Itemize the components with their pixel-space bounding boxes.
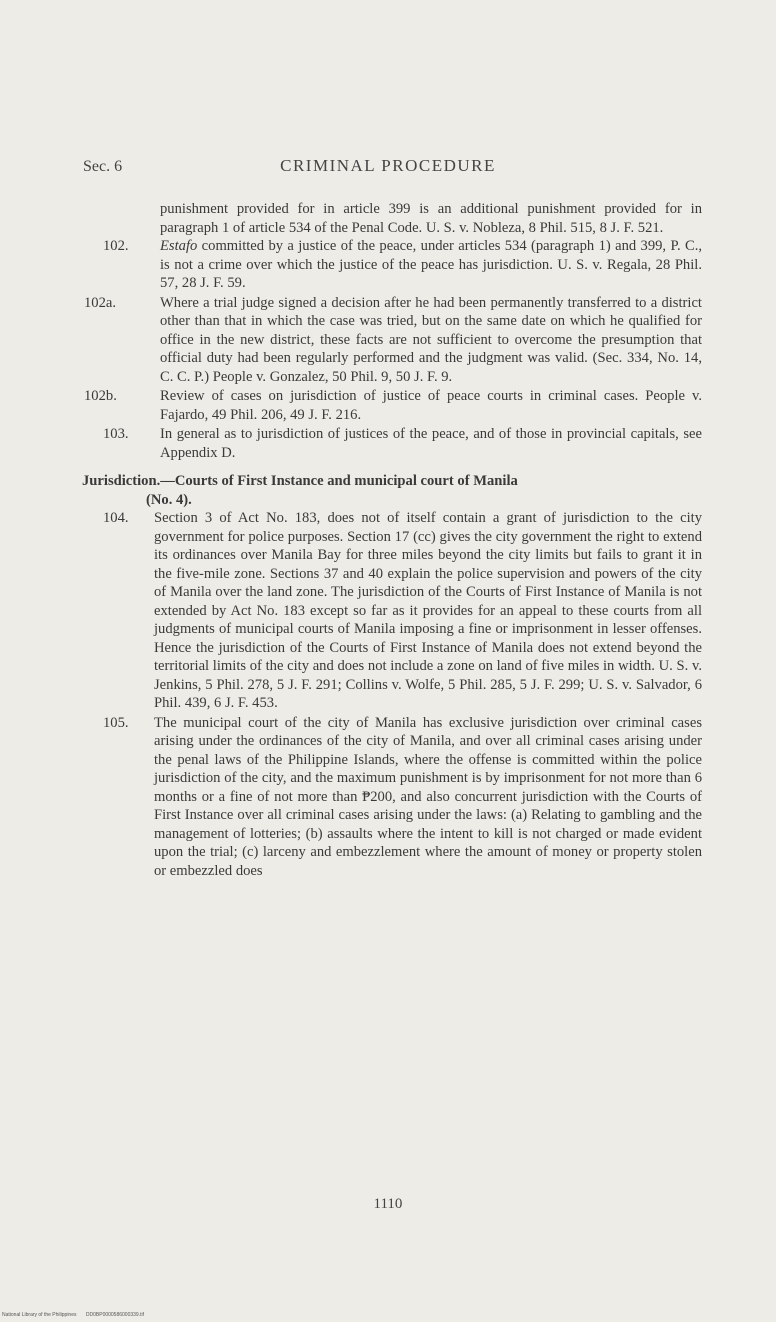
footer-code: DD0BP0000586000339.tif: [85, 1312, 144, 1318]
paragraph-text: The municipal court of the city of Manila has exclusive jurisdiction over criminal cases arising under the ordinances of the city of Manila, and over all criminal cases arising under the penal laws of the Philippine Islands, where the offense is committed within the police jurisdiction of the city, and the maximum punishment is by imprisonment for not more than 6 months or a fine of not more than ₱200, and also concurrent jurisdiction with the Courts of First Instance over all criminal cases arising under the laws: (a) Relating to gambling and the management of lotteries; (b) assaults where the intent to kill is not charged or made evident upon the trial; (c) larceny and embezzlement where the amount of money or property stolen or embezzled does: [154, 714, 702, 879]
paragraph-text: Where a trial judge signed a decision after he had been permanently transferred to a district other than that in which the case was tried, but on the same date on which he qualified for office in the new district, these facts are not sufficient to overcome the presumption that official duty had been regularly performed and the judgment was valid. (Sec. 334, No. 14, C. C. P.) People v. Gonzalez, 50 Phil. 9, 50 J. F. 9.: [160, 294, 702, 385]
paragraph-number: 102b.: [84, 388, 117, 404]
paragraph-text: In general as to jurisdiction of justices of the peace, and of those in provincial capitals, see Appendix D.: [160, 426, 702, 461]
paragraph-number: 104.: [103, 510, 129, 526]
paragraph-text: committed by a justice of the peace, under articles 534 (paragraph 1) and 399, P. C., is not a crime over which the justice of the peace has jurisdiction. U. S. v. Regala, 28 Phil. 57, 28 J. F. 59.: [160, 238, 702, 291]
scan-footer: [2, 1312, 152, 1318]
paragraph-103: [82, 425, 702, 462]
paragraph-104: [82, 509, 702, 713]
page-body: [82, 200, 702, 881]
paragraph-102b: [82, 387, 702, 424]
paragraph-102a: [82, 294, 702, 387]
page-number: 1110: [373, 1196, 403, 1212]
paragraph-continued: [82, 200, 702, 237]
paragraph-102: [82, 237, 702, 293]
running-head: [0, 156, 776, 180]
section-label: Sec. 6: [83, 158, 123, 175]
section-heading-line2: (No. 4).: [146, 491, 192, 508]
paragraph-number: 105.: [103, 714, 129, 731]
paragraph-text: Review of cases on jurisdiction of justice of peace courts in criminal cases. People v. Fajardo, 49 Phil. 206, 49 J. F. 216.: [160, 388, 702, 423]
paragraph-lead-italic: Estafo: [160, 238, 198, 254]
paragraph-number: 102.: [103, 238, 129, 254]
section-heading-line1: Jurisdiction.—Courts of First Instance and municipal court of Manila: [82, 473, 518, 489]
paragraph-text: Section 3 of Act No. 183, does not of itself contain a grant of jurisdiction to the city government for police purposes. Section 17 (cc) gives the city government the right to extend its ordinances over Manila Bay for three miles beyond the city limits but fails to grant it in the five-mile zone. Sections 37 and 40 explain the police supervision and powers of the city of Manila over the land zone. The jurisdiction of the Courts of First Instance of Manila is not extended by Act No. 183 except so far as it provides for an appeal to these courts from all judgments of municipal courts of Manila imposing a fine or imprisonment in lesser offenses. Hence the jurisdiction of the Courts of First Instance of Manila does not extend beyond the territorial limits of the city and does not include a zone on land of five miles in width. U. S. v. Jenkins, 5 Phil. 278, 5 J. F. 291; Collins v. Wolfe, 5 Phil. 285, 5 J. F. 299; U. S. v. Salvador, 6 Phil. 439, 6 J. F. 453.: [154, 510, 702, 711]
running-title: CRIMINAL PROCEDURE: [280, 156, 496, 175]
paragraph-105: [82, 714, 702, 881]
paragraph-text: punishment provided for in article 399 is an additional punishment provided for in paragraph 1 of article 534 of the Penal Code. U. S. v. Nobleza, 8 Phil. 515, 8 J. F. 521.: [160, 201, 702, 236]
paragraph-number: 103.: [103, 426, 129, 442]
footer-library: National Library of the Philippines: [2, 1312, 77, 1318]
paragraph-number: 102a.: [84, 294, 117, 311]
section-heading: [82, 472, 702, 509]
